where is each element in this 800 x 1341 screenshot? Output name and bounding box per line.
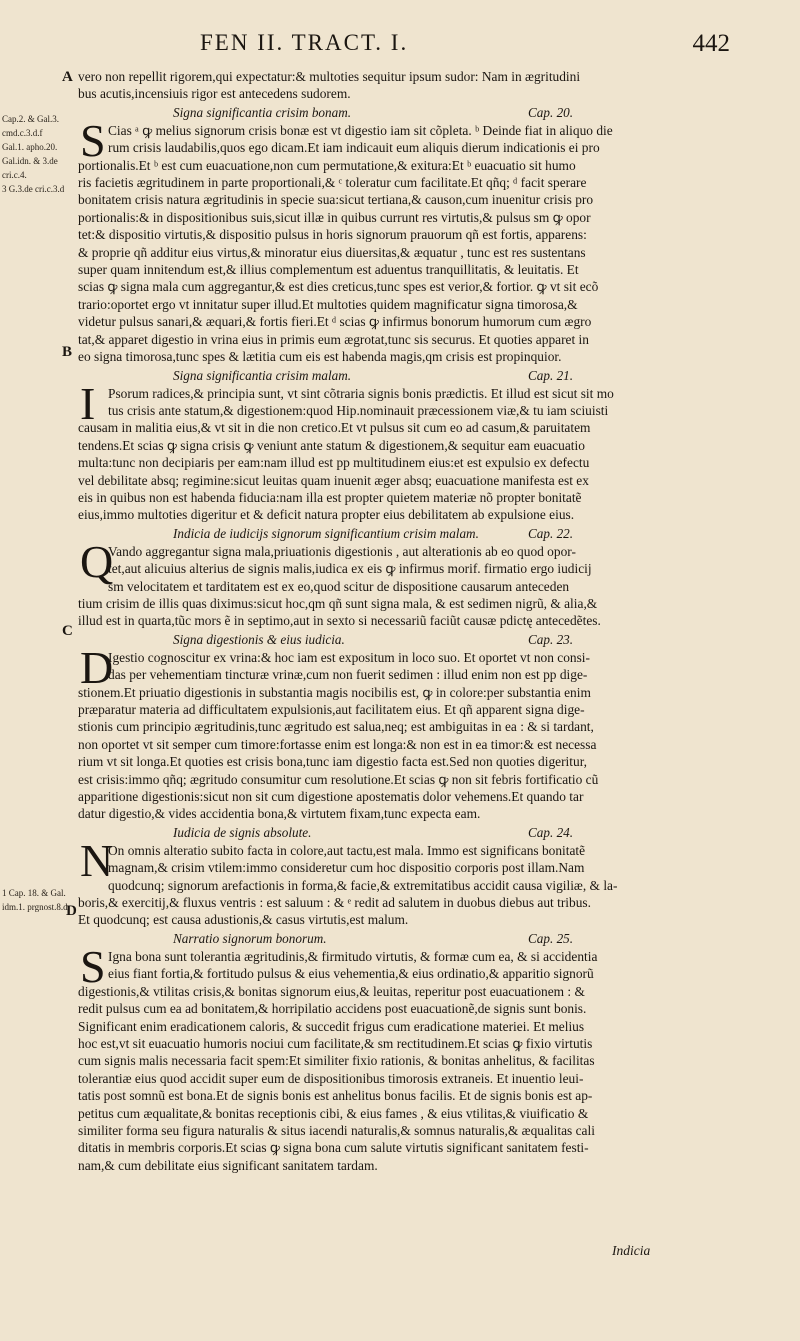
text-line: On omnis alteratio subito facta in colore,aut tactu,est mala. Immo est significans bonitatẽ (108, 842, 586, 858)
text-line: magnam,& crisim vtilem:immo consideretur cum hoc dispositio corporis post illam.Nam (108, 860, 585, 876)
catchword: Indicia (612, 1243, 651, 1258)
text-line: portionalis.Et ᵇ est cum euacuatione,non cum permutatione,& exitura:Et ᵇ euacuatio sit humo (78, 157, 576, 173)
text-line: petitus cum æqualitate,& bonitas receptionis cibi, & eius fames , & eius vtilitas,& viuificatio & (78, 1105, 589, 1121)
chapter-number: Cap. 22. (528, 525, 574, 541)
text-line: tat,& apparet digestio in vrina eius in primis eum ægrotat,tunc sis securus. Et quoties apparet in (78, 331, 589, 347)
drop-capital: Q (80, 535, 114, 587)
chapter-title: Indicia de iudicijs signorum significantium crisim malam. (173, 525, 479, 541)
text-line: non oportet vt sit semper cum timore:fortasse enim est longa:& non est in ea timor:& est necessa (78, 736, 597, 752)
text-line: tet,aut alicuius alterius de signis malis,iudica ex eis ꝙ infirmus morif. firmatio ergo iudicij (108, 561, 592, 577)
margin-note: idm.1. prgnost.8.d (2, 902, 68, 912)
margin-note: 1 Cap. 18. & Gal. (2, 888, 66, 898)
chapter-heading (78, 524, 682, 543)
text-line: vero non repellit rigorem,qui expectatur:& multoties sequitur ipsum sudor: Nam in ægritudini (78, 69, 581, 84)
text-line: vel debilitate absq; regimine:sicut leuitas quam inuenit æger absq; euacuatione manifesta est ex (78, 472, 589, 488)
page-header (170, 30, 730, 66)
text-line: eo signa timorosa,tunc spes & lætitia cum eis est habenda magis,qm crisis est propinquior. (78, 349, 562, 365)
text-line: sm velocitatem et tarditatem est ex eo,quod scitur de dispositione causarum anteceden (108, 578, 570, 594)
text-line: similiter forma seu figura naturalis & situs iacendi naturalis,& somnus naturalis,& æqualitas cali (78, 1122, 595, 1138)
text-line: digestionis,& vtilitas crisis,& bonitas signorum eius,& leuitas, reperitur post euacuationem : & (78, 983, 585, 999)
chapter-paragraph (78, 940, 682, 1174)
chapter-heading (78, 366, 682, 385)
text-line: tium crisim de illis quas diximus:sicut hoc,qm qñ sunt signa mala, & est sedimen nigrũ, & alia,& (78, 595, 598, 611)
chapter-title: Narratio signorum bonorum. (173, 930, 327, 946)
text-line: bus acutis,incensiuis rigor est antecedens sudorem. (78, 86, 351, 102)
margin-note: 3 G.3.de cri.c.3.d (2, 184, 65, 194)
text-line: Vando aggregantur signa mala,priuationis digestionis , aut alterationis ab eo quod opor- (108, 543, 576, 559)
text-line: Et quodcunq; est causa adustionis,& casus virtutis,est malum. (78, 912, 409, 928)
chapter-number: Cap. 25. (528, 930, 574, 946)
chapter-title: Signa digestionis & eius iudicia. (173, 631, 345, 647)
text-line: hoc est,vt sit euacuatio humoris nociui cum facilitate,& sm rectitudinem.Et scias ꝙ fixio virtutis (78, 1035, 593, 1051)
text-line: rum crisis laudabilis,quos ego dicam.Et iam indicauit eum aliquis dierum indicationis ei pro (108, 140, 600, 156)
running-head: FEN II. TRACT. I. (200, 30, 409, 55)
chapter-title: Signa significantia crisim malam. (173, 367, 352, 383)
section-marker-b: B (62, 344, 73, 360)
chapter-heading (78, 929, 682, 948)
chapter-paragraph (78, 834, 682, 929)
chapter-number: Cap. 21. (528, 367, 574, 383)
text-line: tolerantiæ eius quod accidit super eum de dispositionibus timorosis extraneis. Et inuentio leui- (78, 1070, 584, 1086)
text-line: tendens.Et scias ꝙ signa crisis ꝙ veniunt ante statum & digestionem,& sequitur eam euacuatio (78, 437, 585, 453)
text-line: eius,immo multoties digeritur et & deficit natura propter eius debilitatem ab expulsione eius. (78, 507, 575, 523)
chapter-paragraph (78, 114, 682, 366)
text-line: rium vt sit longa.Et quoties est crisis bona,tunc iam digestio facta est.Sed non quoties digeritur, (78, 754, 587, 770)
margin-notes-bottom (2, 886, 68, 914)
text-line: das per vehementiam tincturæ vrinæ,cum non fuerit sedimen : illud enim non est pp dige- (108, 667, 588, 683)
margin-note: cri.c.4. (2, 170, 27, 180)
text-line: & proprie qñ additur eius virtus,& minoratur eius diuersitas,& æquatur , tunc est res sustentans (78, 244, 586, 260)
text-line: apparitione digestionis:sicut non sit cum digestione apostematis dolor vehemens.Et quando tar (78, 789, 584, 805)
margin-notes-top (2, 112, 65, 196)
text-line: tet:& dispositio virtutis,& dispositio pulsus in horis signorum prauorum qñ est fortis, apparens: (78, 227, 587, 243)
drop-capital: S (80, 114, 106, 166)
text-line: eis in quibus non est habenda fiducia:nam illa est propter quietem materiæ nõ propter bonitatẽ (78, 489, 582, 505)
chapter-paragraph (78, 641, 682, 823)
section-marker-a: A (62, 69, 73, 85)
text-line: ditatis in membris corporis.Et scias ꝙ signa bona cum salute virtutis significant sanitatem festi- (78, 1140, 589, 1156)
chapter-number: Cap. 23. (528, 631, 574, 647)
margin-note: cmd.c.3.d.f (2, 128, 43, 138)
chapter-paragraph (78, 377, 682, 524)
drop-capital: I (80, 377, 96, 429)
chapter-title: Iudicia de signis absolute. (173, 824, 312, 840)
drop-capital: S (80, 940, 106, 992)
text-line: boris,& exercitij,& fluxus ventris : est saluum : & ᵉ redit ad salutem in duobus diebus aut tribus. (78, 895, 591, 911)
text-line: est crisis:immo qñq; ægritudo consumitur cum resolutione.Et scias ꝙ non sit febris fortificatio cũ (78, 771, 599, 787)
text-line: ris facietis ægritudinem in parte proportionali,& ᶜ toleratur cum facilitate.Et qñq; ᵈ facit sperare (78, 175, 587, 191)
text-line: tus crisis ante statum,& digestionem:quod Hip.nominauit præcessionem viæ,& tu iam sciuisti (108, 402, 609, 418)
margin-note: Cap.2. & Gal.3. (2, 114, 59, 124)
text-line: scias ꝙ signa mala cum aggregantur,& est dies creticus,tunc spes est verior,& fortior. ꝙ vt sit ecõ (78, 279, 599, 295)
text-line: Significant enim eradicationem caloris, & succedit frigus cum eradicatione materiei. Et melius (78, 1018, 585, 1034)
text-line: redit pulsus cum ea ad bonitatem,& horripilatio accidens post euacuationẽ,de signis sunt bonis. (78, 1001, 587, 1017)
drop-capital: D (80, 641, 114, 693)
text-line: datur digestio,& vides accidentia bona,& virtutem fixam,tunc expecta eam. (78, 806, 481, 822)
text-line: Cias ᵃ ꝙ melius signorum crisis bonæ est vt digestio iam sit cõpleta. ᵇ Deinde fiat in aliquo die (108, 122, 613, 138)
text-line: tatis post somnũ est bona.Et de signis bonis est anhelitus bonus facilis. Et de signis bonis est ap- (78, 1088, 593, 1104)
text-line: stionis cum principio ægritudinis,tunc ægritudo est salua,neq; est ambiguitas in ea : & si tardant, (78, 719, 594, 735)
main-text (78, 68, 682, 1174)
text-line: causam in malitia eius,& vt sit in die non cretico.Et vt pulsus sit cum eo ad casum,& paruitatem (78, 420, 591, 436)
folio-number: 442 (692, 30, 730, 57)
text-line: Igna bona sunt tolerantia ægritudinis,& firmitudo virtutis, & formæ cum ea, & si accidentia (108, 948, 598, 964)
text-line: illud est in quarta,tũc mors ẽ in septimo,aut in sexto si necessariũ faciũt causæ pdictę antecedẽtes. (78, 613, 601, 629)
text-line: stionem.Et priuatio digestionis in substantia magis nocibilis est, ꝙ in colore:per substantia enim (78, 684, 591, 700)
text-line: super quam innitendum est,& illius complementum est aduentus tranquillitatis, & leuitatis. Et (78, 262, 579, 278)
text-line: multa:tunc non decipiaris per eam:nam illud est pp multitudinem eius:et est expulsio ex defectu (78, 455, 590, 471)
chapter-heading (78, 823, 682, 842)
text-line: videtur pulsus sanari,& æquari,& fortis fieri.Et ᵈ scias ꝙ infirmus bonorum humorum cum ægro (78, 314, 592, 330)
text-line: Igestio cognoscitur ex vrina:& hoc iam est expositum in loco suo. Et oportet vt non consi- (108, 649, 590, 665)
chapter-paragraph (78, 535, 682, 630)
text-line: quodcunq; signorum arefactionis in forma,& facie,& extremitatibus accidit causa vigiliæ, & la- (108, 877, 618, 893)
text-line: præparatur materia ad difficultatem expulsionis,aut facilitatem eius. Et qñ apparent signa dige- (78, 702, 585, 717)
chapter-number: Cap. 24. (528, 824, 574, 840)
margin-note: Gal.1. apho.20. (2, 142, 58, 152)
drop-capital: N (80, 834, 114, 886)
text-line: Psorum radices,& principia sunt, vt sint cõtraria signis bonis prædictis. Et illud est sicut sit mo (108, 385, 614, 401)
section-marker-d: D (66, 903, 77, 919)
text-line: portionalis:& in dispositionibus suis,sicut illæ in quibus currunt res virtutis,& pulsus sm ꝙ opor (78, 209, 591, 225)
chapter-number: Cap. 20. (528, 104, 574, 120)
text-line: cum signis malis necessaria facit spem:Et similiter fixio rationis, & bonitas anhelitus, & facilitas (78, 1053, 595, 1069)
chapter-heading (78, 103, 682, 122)
section-marker-c: C (62, 623, 73, 639)
text-line: nam,& cum debilitate eius significant sanitatem tardam. (78, 1157, 378, 1173)
text-line: eius fiant fortia,& fortitudo pulsus & eius vehementia,& eius ordinatio,& apparitio signorũ (108, 966, 594, 982)
chapter-heading (78, 630, 682, 649)
margin-note: Gal.idn. & 3.de (2, 156, 58, 166)
chapter-title: Signa significantia crisim bonam. (173, 104, 352, 120)
text-line: trario:oportet ergo vt innitatur super illud.Et multoties quidem magnificatur signa timorosa,& (78, 296, 578, 312)
text-line: bonitatem crisis natura ægritudinis in specie sua:sicut tertiana,& causon,cum inuenitur crisis pro (78, 192, 594, 208)
